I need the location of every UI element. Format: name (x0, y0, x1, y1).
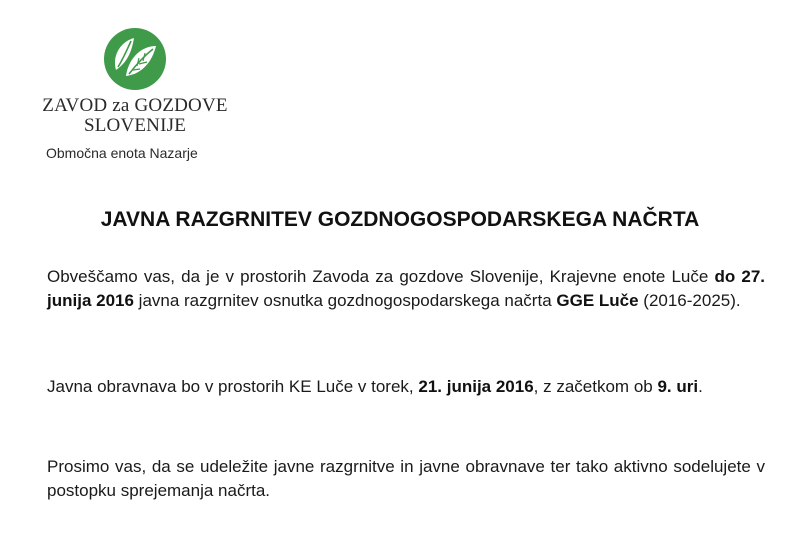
paragraph-text: . (698, 377, 703, 396)
logo-unit-name: Območna enota Nazarje (46, 145, 198, 161)
meeting-date: 21. junija 2016 (418, 377, 534, 396)
logo-name-line2: SLOVENIJE (83, 115, 187, 136)
logo-name-line1: ZAVOD za GOZDOVE (42, 95, 228, 116)
announcement-paragraph-1 (47, 265, 765, 313)
announcement-paragraph-3 (47, 455, 765, 503)
plan-unit-name: GGE Luče (556, 291, 639, 310)
paragraph-text: Javna obravnava bo v prostorih KE Luče v torek, (47, 377, 419, 396)
paragraph-text: javna razgrnitev osnutka gozdnogospodarskega načrta (133, 291, 557, 310)
paragraph-text: , z začetkom ob (533, 377, 658, 396)
leaf-logo-icon (102, 26, 168, 92)
paragraph-text: (2016-2025). (638, 291, 741, 310)
paragraph-text: Prosimo vas, da se udeležite javne razgrnitve in javne obravnave ter tako aktivno sodelujete v postopku sprejemanja načrta. (47, 457, 765, 500)
organization-logo (30, 26, 240, 161)
meeting-time: 9. uri (657, 377, 699, 396)
announcement-paragraph-2 (47, 375, 765, 399)
deadline-date: do 27. junija 2016 (47, 267, 765, 310)
document-title: JAVNA RAZGRNITEV GOZDNOGOSPODARSKEGA NAČRTA (100, 208, 700, 231)
paragraph-text: Obveščamo vas, da je v prostorih Zavoda za gozdove Slovenije, Krajevne enote Luče (47, 267, 715, 286)
